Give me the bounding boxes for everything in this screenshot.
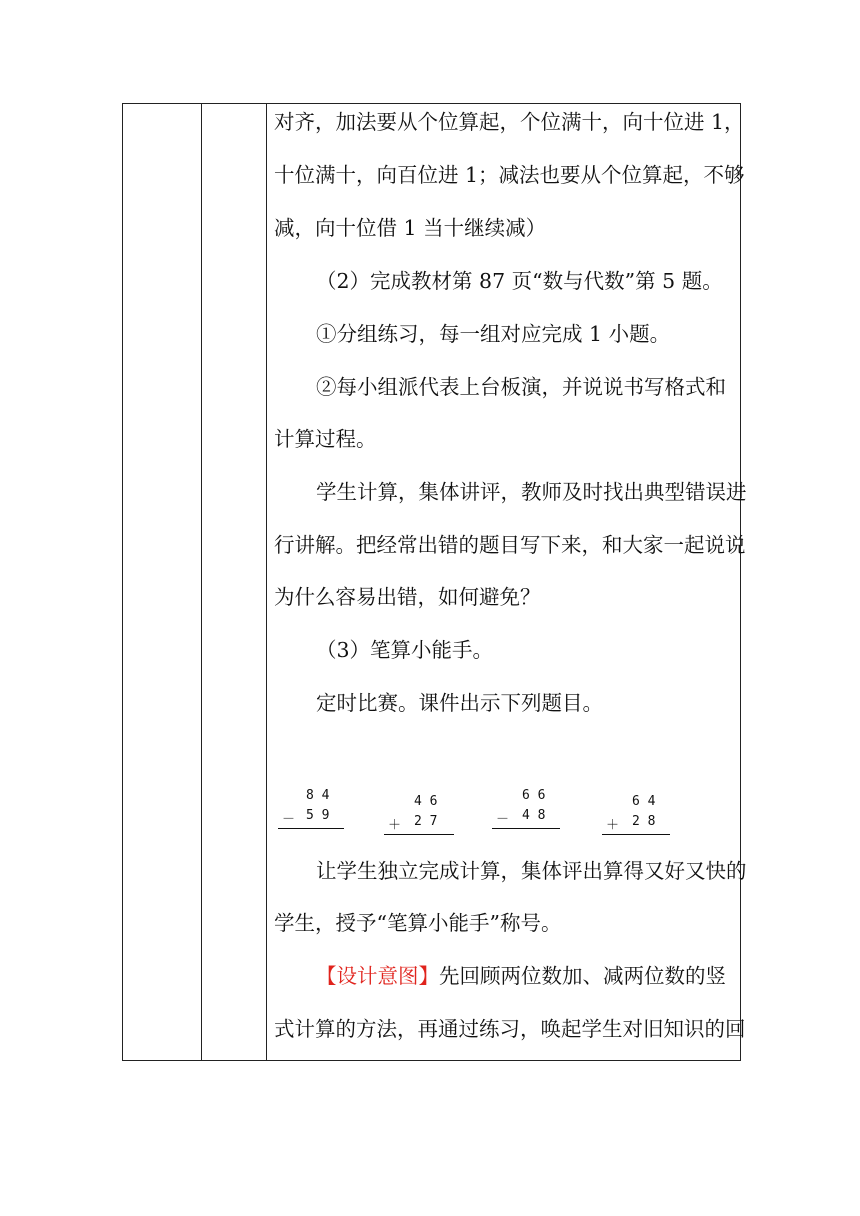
- design-intent-tag: 【设计意图】: [316, 964, 439, 988]
- text-line: 为什么容易出错，如何避免？: [274, 585, 541, 609]
- text-line: 让学生独立完成计算，集体评出算得又好又快的: [316, 859, 747, 883]
- calc-rule: [384, 834, 454, 835]
- design-intent-line: [316, 962, 726, 990]
- text-line: ①分组练习，每一组对应完成 1 小题。: [316, 322, 671, 346]
- calc-bottom-number: 2 8: [632, 814, 656, 829]
- calc-bottom-number: 4 8: [522, 808, 546, 823]
- vertical-calc-4: [602, 794, 672, 838]
- calc-operator: －: [496, 812, 510, 827]
- text-line: 定时比赛。课件出示下列题目。: [316, 691, 603, 715]
- design-intent-text: 先回顾两位数加、减两位数的竖: [439, 964, 726, 988]
- text-line: 学生，授予“笔算小能手”称号。: [274, 911, 562, 935]
- calc-operator: ＋: [388, 818, 402, 833]
- calc-rule: [602, 834, 670, 835]
- column-divider-1: [201, 104, 202, 1060]
- text-line: 对齐，加法要从个位算起，个位满十，向十位进 1，: [274, 110, 745, 134]
- calc-rule: [492, 828, 560, 829]
- calc-top-number: 8 4: [306, 788, 330, 803]
- calc-top-number: 6 6: [522, 788, 546, 803]
- text-line: 行讲解。把经常出错的题目写下来，和大家一起说说: [274, 533, 746, 557]
- vertical-calc-2: [384, 794, 456, 838]
- calc-bottom-number: 2 7: [414, 814, 438, 829]
- calc-operator: －: [282, 812, 296, 827]
- text-line: 式计算的方法，再通过练习，唤起学生对旧知识的回: [274, 1017, 746, 1041]
- calc-top-number: 4 6: [414, 794, 438, 809]
- text-line: 计算过程。: [274, 427, 377, 451]
- text-line: 减，向十位借 1 当十继续减）: [274, 216, 547, 240]
- calc-operator: ＋: [606, 818, 620, 833]
- column-divider-2: [266, 104, 267, 1060]
- text-line: （2）完成教材第 87 页“数与代数”第 5 题。: [316, 269, 723, 293]
- text-line: 学生计算，集体讲评，教师及时找出典型错误进: [316, 480, 747, 504]
- calc-bottom-number: 5 9: [306, 808, 330, 823]
- calc-rule: [278, 828, 344, 829]
- vertical-calc-3: [492, 788, 562, 832]
- text-line: ②每小组派代表上台板演，并说说书写格式和: [316, 375, 726, 399]
- calc-top-number: 6 4: [632, 794, 656, 809]
- text-line: （3）笔算小能手。: [316, 638, 494, 662]
- vertical-calc-1: [278, 788, 348, 832]
- text-line: 十位满十，向百位进 1；减法也要从个位算起，不够: [274, 163, 745, 187]
